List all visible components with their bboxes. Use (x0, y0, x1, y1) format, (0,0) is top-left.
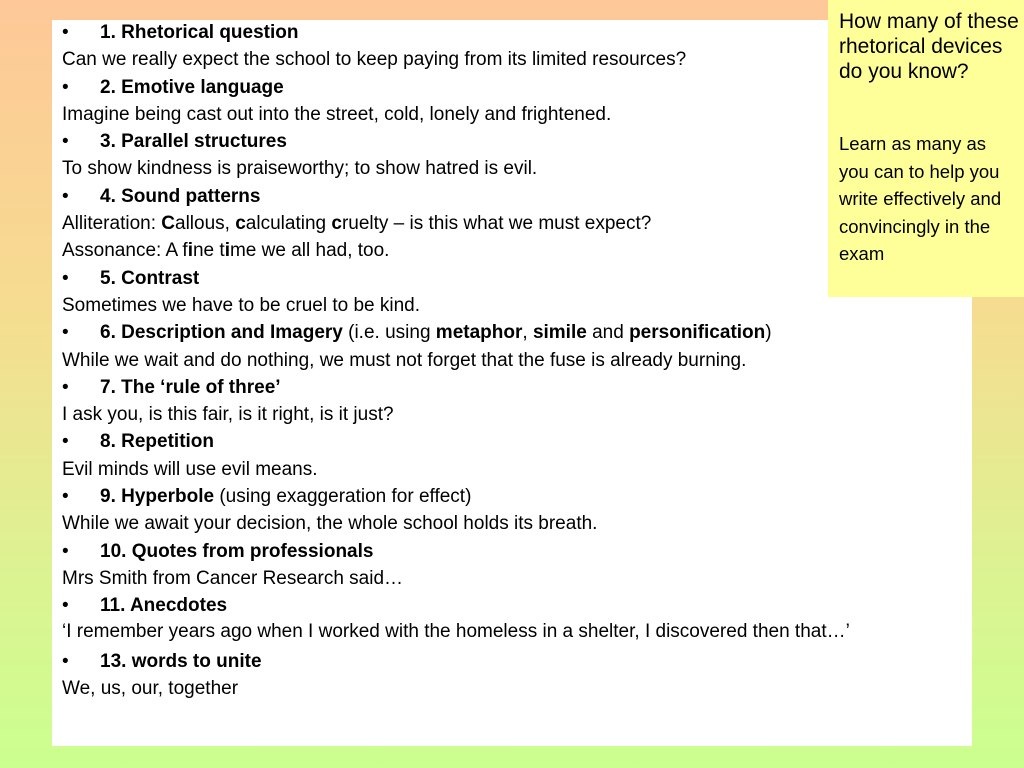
bullet: • (62, 322, 69, 344)
bullet: • (62, 431, 69, 453)
heading-text: 4. Sound patterns (100, 185, 261, 207)
section-heading (62, 268, 962, 290)
section-heading (62, 22, 962, 44)
term-metaphor: metaphor (435, 322, 523, 344)
bullet: • (62, 540, 69, 562)
heading-line (100, 322, 772, 344)
heading-text: 6. Description and Imagery (100, 322, 343, 344)
alliteration-text: allous, (175, 213, 236, 235)
section-example: To show kindness is praiseworthy; to show hatred is evil. (62, 158, 538, 180)
alliteration-letter: c (235, 213, 246, 235)
section-example: We, us, our, together (62, 677, 239, 699)
section-heading (62, 541, 962, 563)
assonance-letter: i (187, 240, 193, 262)
bullet: • (62, 376, 69, 398)
heading-text: 9. Hyperbole (100, 486, 215, 508)
assonance-text: ne t (192, 240, 225, 262)
section-heading (62, 131, 962, 153)
section-heading (62, 77, 962, 99)
heading-text: 3. Parallel structures (100, 131, 287, 153)
alliteration-text: ruelty – is this what we must expect? (341, 213, 652, 235)
section-example: I ask you, is this fair, is it right, is it just? (62, 404, 394, 426)
bullet: • (62, 486, 69, 508)
alliteration-text: alculating (245, 213, 332, 235)
assonance-text: me we all had, too. (229, 240, 390, 262)
section-heading (62, 595, 962, 617)
section-example: Mrs Smith from Cancer Research said… (62, 567, 404, 589)
section-example: Imagine being cast out into the street, cold, lonely and frightened. (62, 103, 612, 125)
heading-text: 2. Emotive language (100, 76, 284, 98)
section-heading (62, 651, 962, 673)
section-heading (62, 486, 962, 508)
heading-text: 1. Rhetorical question (100, 22, 299, 43)
separator: , (522, 322, 533, 344)
alliteration-letter: C (161, 213, 176, 235)
bullet: • (62, 267, 69, 289)
section-heading (62, 377, 962, 399)
note-question: How many of these rhetorical devices do you know? (839, 10, 1019, 83)
heading-text: 10. Quotes from professionals (100, 540, 374, 562)
section-example: Evil minds will use evil means. (62, 458, 318, 480)
term-personification: personification (629, 322, 766, 344)
paren-close: ) (765, 322, 772, 344)
section-heading (62, 186, 962, 208)
section-example: ‘I remember years ago when I worked with the homeless in a shelter, I discovered then that…’ (62, 620, 850, 642)
heading-text: 7. The ‘rule of three’ (100, 376, 281, 398)
section-example: Can we really expect the school to keep paying from its limited resources? (62, 49, 687, 71)
section-example: While we wait and do nothing, we must not forget that the fuse is already burning. (62, 349, 747, 371)
section-heading (62, 322, 962, 344)
assonance-example (62, 240, 962, 262)
bullet: • (62, 595, 69, 617)
note-body: Learn as many as you can to help you write effectively and convincingly in the exam (839, 133, 1002, 264)
assonance-label: Assonance: A f (62, 240, 188, 262)
heading-note: (using exaggeration for effect) (214, 486, 472, 508)
bullet: • (62, 76, 69, 98)
separator: and (586, 322, 630, 344)
bullet: • (62, 650, 69, 672)
heading-text: 11. Anecdotes (100, 595, 228, 617)
term-simile: simile (532, 322, 587, 344)
heading-text: 5. Contrast (100, 267, 200, 289)
heading-line (100, 486, 471, 508)
heading-text: 13. words to unite (100, 650, 262, 672)
section-example: While we await your decision, the whole school holds its breath. (62, 513, 598, 535)
bullet: • (62, 131, 69, 153)
section-heading (62, 431, 962, 453)
bullet: • (62, 185, 69, 207)
heading-text: 8. Repetition (100, 431, 215, 453)
assonance-letter: i (224, 240, 230, 262)
heading-note: (i.e. using (342, 322, 436, 344)
rhetorical-devices-list (62, 22, 962, 705)
alliteration-example (62, 213, 962, 235)
bullet: • (62, 22, 69, 43)
alliteration-letter: c (331, 213, 342, 235)
alliteration-label: Alliteration: (62, 213, 162, 235)
section-example: Sometimes we have to be cruel to be kind. (62, 294, 421, 316)
